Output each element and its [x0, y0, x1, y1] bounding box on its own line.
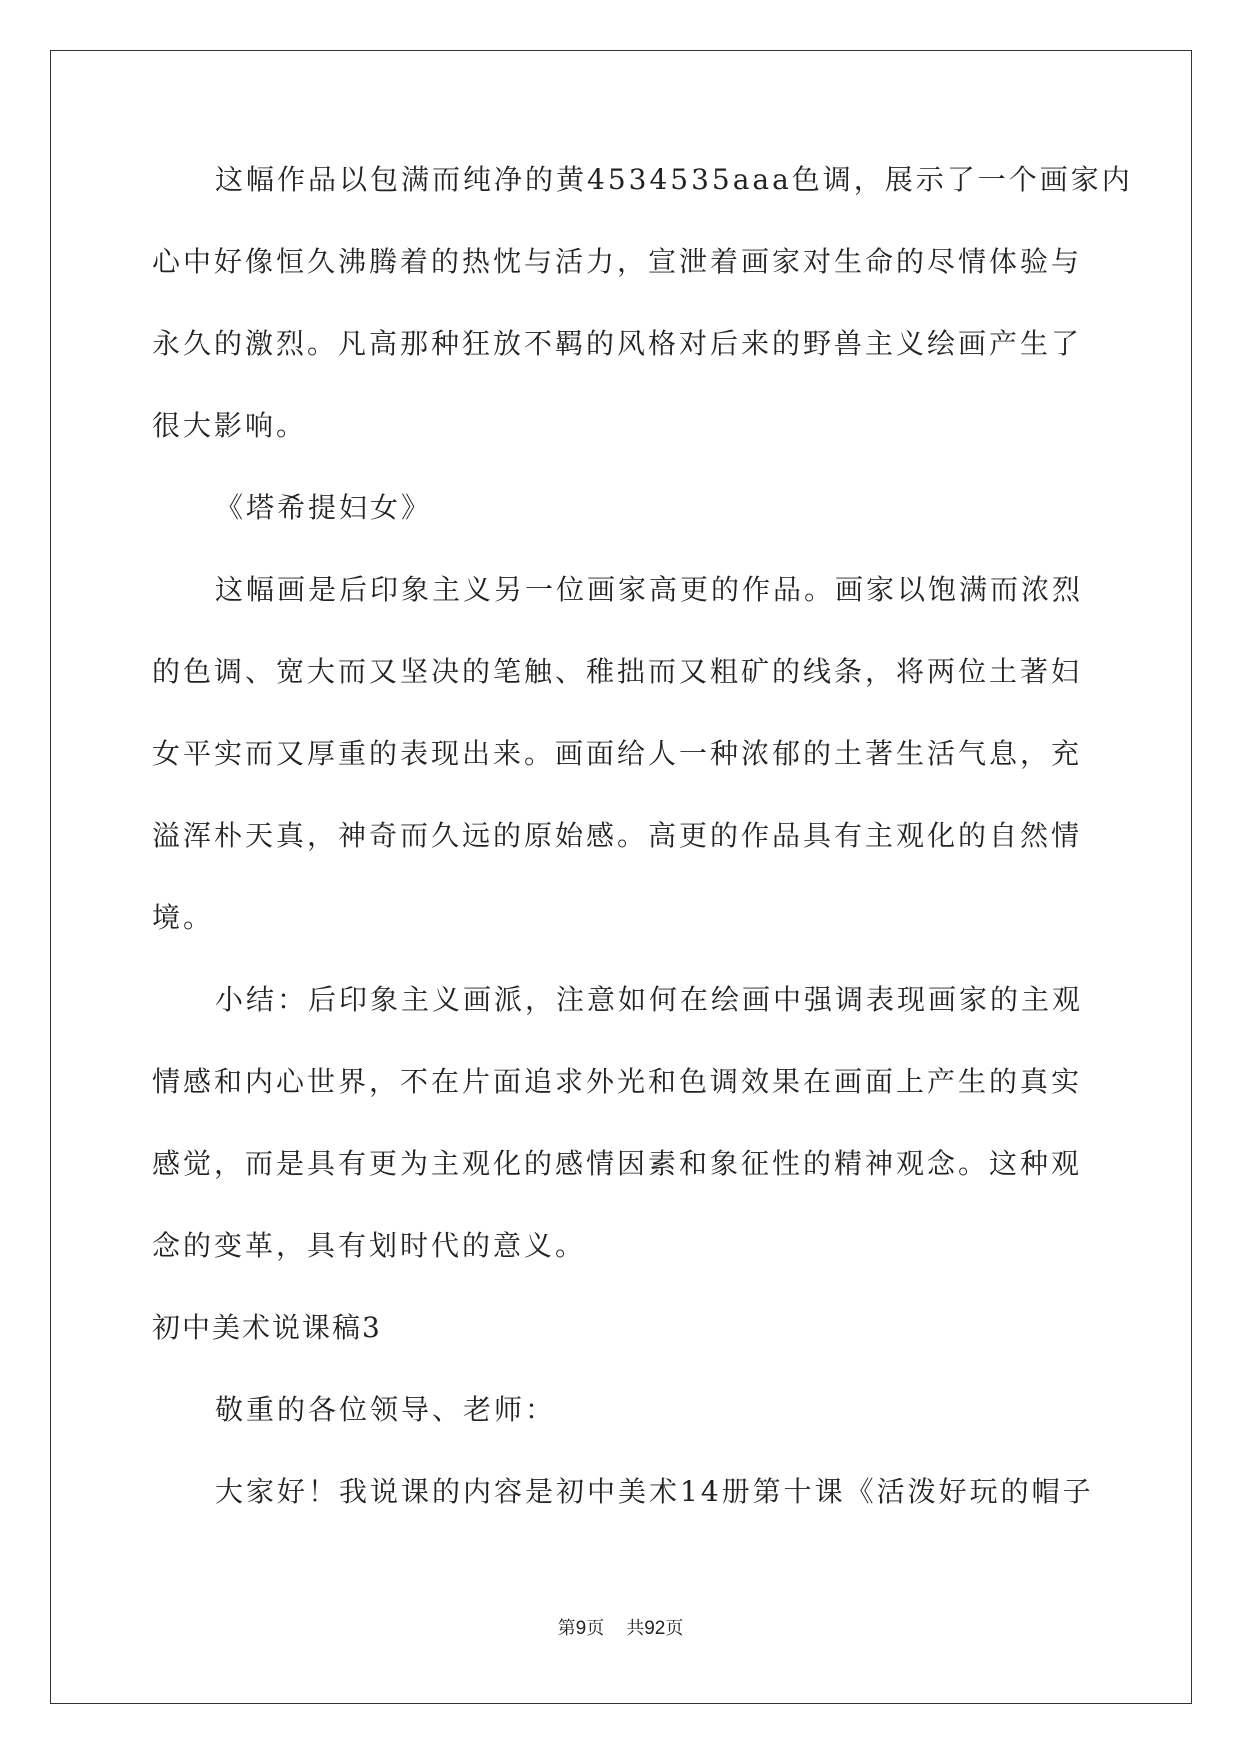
- text-line: 小结：后印象主义画派，注意如何在绘画中强调表现画家的主观: [215, 983, 1084, 1016]
- text-line: 念的变革，具有划时代的意义。: [152, 1229, 587, 1262]
- text-line: 大家好！我说课的内容是初中美术14册第十课《活泼好玩的帽子: [215, 1475, 1094, 1508]
- text-line: 境。: [152, 901, 215, 934]
- text-line: 的色调、宽大而又坚决的笔触、稚拙而又粗矿的线条，将两位土著妇: [152, 655, 1083, 688]
- text-line: 心中好像恒久沸腾着的热忱与活力，宣泄着画家对生命的尽情体验与: [152, 245, 1083, 278]
- page-number: 9: [575, 1618, 587, 1639]
- text-line: 女平实而又厚重的表现出来。画面给人一种浓郁的土著生活气息，充: [152, 737, 1083, 770]
- page-suffix: 页: [586, 1618, 605, 1639]
- total-suffix: 页: [665, 1618, 684, 1639]
- page-prefix: 第: [557, 1618, 576, 1639]
- salutation: 敬重的各位领导、老师：: [215, 1393, 557, 1426]
- section-heading: 初中美术说课稿3: [152, 1311, 382, 1344]
- text-line: 很大影响。: [152, 409, 308, 442]
- document-body: [152, 162, 1133, 1556]
- text-line: 溢浑朴天真，神奇而久远的原始感。高更的作品具有主观化的自然情: [152, 819, 1083, 852]
- text-line: 这幅画是后印象主义另一位画家高更的作品。画家以饱满而浓烈: [215, 573, 1084, 606]
- text-line: 感觉，而是具有更为主观化的感情因素和象征性的精神观念。这种观: [152, 1147, 1083, 1180]
- page-footer: [0, 1618, 1241, 1640]
- total-prefix: 共: [626, 1618, 645, 1639]
- artwork-title: 《塔希提妇女》: [215, 491, 433, 524]
- text-line: 永久的激烈。凡高那种狂放不羁的风格对后来的野兽主义绘画产生了: [152, 327, 1083, 360]
- text-line: 情感和内心世界，不在片面追求外光和色调效果在画面上产生的真实: [152, 1065, 1083, 1098]
- total-pages: 92: [644, 1618, 666, 1639]
- text-line: 这幅作品以包满而纯净的黄4534535aaa色调，展示了一个画家内: [215, 163, 1133, 196]
